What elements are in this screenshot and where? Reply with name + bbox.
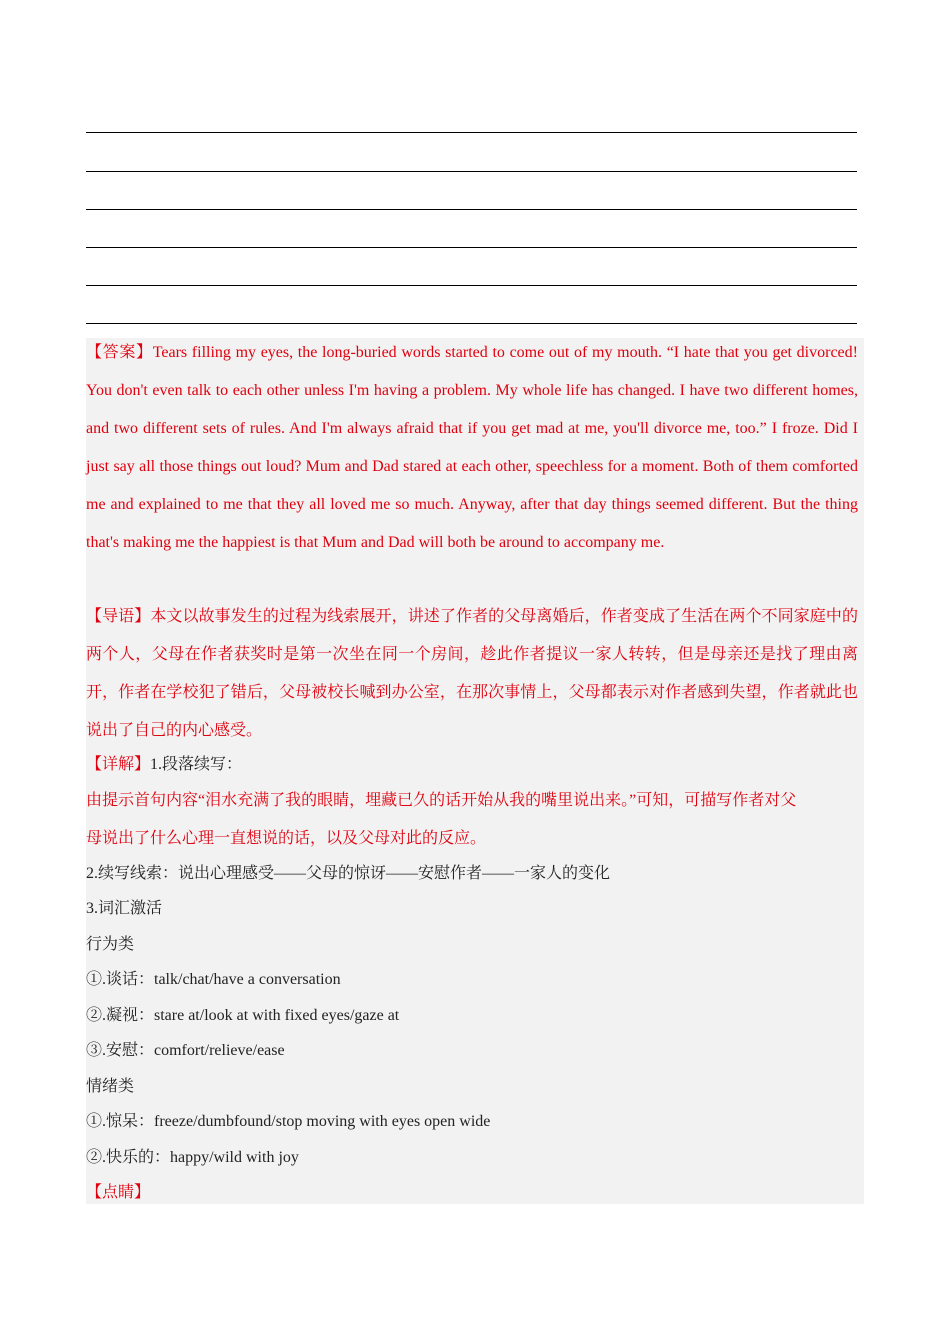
detail-hint-line-2: 母说出了什么心理一直想说的话，以及父母对此的反应。	[86, 830, 487, 847]
behavior-title: 行为类	[86, 936, 135, 953]
writing-line-5	[86, 285, 857, 286]
clue-line: 2.续写线索：说出心理感受——父母的惊讶——安慰作者——一家人的变化	[86, 865, 611, 882]
detail-label: 【详解】	[86, 756, 151, 773]
highlight-label: 【点睛】	[86, 1184, 151, 1201]
writing-line-2	[86, 171, 857, 172]
detail-title: 1.段落续写：	[150, 756, 243, 773]
detail-heading	[86, 754, 242, 776]
guide-label: 【导语】	[86, 608, 151, 625]
writing-line-4	[86, 247, 857, 248]
emotion-item: ②.快乐的：happy/wild with joy	[86, 1149, 299, 1166]
guide-paragraph	[86, 598, 858, 750]
emotion-item: ①.惊呆：freeze/dumbfound/stop moving with eyes open wide	[86, 1113, 491, 1130]
writing-line-6	[86, 323, 857, 324]
answer-label: 【答案】	[86, 344, 153, 361]
behavior-item: ③.安慰：comfort/relieve/ease	[86, 1042, 285, 1059]
detail-hint-line-1: 由提示首句内容“泪水充满了我的眼睛，埋藏已久的话开始从我的嘴里说出来。”可知，可描写作者对父	[86, 792, 797, 809]
emotion-title: 情绪类	[86, 1078, 135, 1095]
answer-text: Tears filling my eyes, the long-buried words started to come out of my mouth. “I hate that you get divorced! You don't even talk to each other unless I'm having a problem. My whole life has changed. I have two different homes, and two different sets of rules. And I'm always afraid that if you get mad at me, you'll divorce me, too.” I froze. Did I just say all those things out loud? Mum and Dad stared at each other, speechless for a moment. Both of them comforted me and explained to me that they all loved me so much. Anyway, after that day things seemed different. But the thing that's making me the happiest is that Mum and Dad will both be around to accompany me.	[86, 344, 858, 551]
behavior-item: ②.凝视：stare at/look at with fixed eyes/gaze at	[86, 1007, 400, 1024]
guide-text: 本文以故事发生的过程为线索展开，讲述了作者的父母离婚后，作者变成了生活在两个不同家庭中的两个人，父母在作者获奖时是第一次坐在同一个房间，趁此作者提议一家人转转，但是母亲还是找了理由离开，作者在学校犯了错后，父母被校长喊到办公室，在那次事情上，父母都表示对作者感到失望，作者就此也说出了自己的内心感受。	[86, 608, 858, 739]
writing-line-3	[86, 209, 857, 210]
vocab-title: 3.词汇激活	[86, 900, 163, 917]
writing-line-1	[86, 132, 857, 133]
answer-paragraph	[86, 334, 858, 562]
behavior-item: ①.谈话：talk/chat/have a conversation	[86, 971, 341, 988]
